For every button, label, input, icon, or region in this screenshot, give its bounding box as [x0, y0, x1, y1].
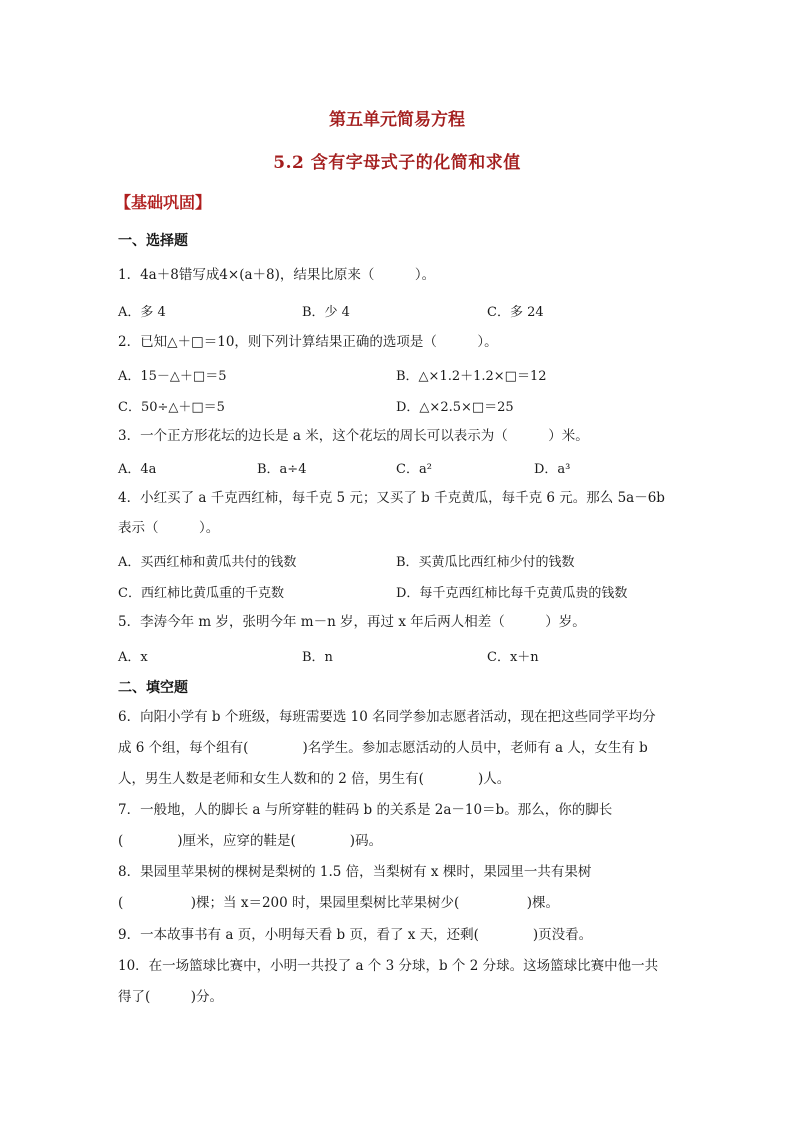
question-6-line-2: 成 6 个组，每个组有( )名学生。参加志愿活动的人员中，老师有 a 人，女生有 b [118, 740, 648, 756]
question-8-line-1: 8．果园里苹果树的棵树是梨树的 1.5 倍，当梨树有 x 棵时，果园里一共有果树 [118, 864, 592, 880]
q4-option-d: D．每千克西红柿比每千克黄瓜贵的钱数 [396, 586, 628, 601]
q5-option-b: B．n [302, 650, 333, 665]
q3-option-a: A．4a [118, 462, 157, 477]
question-9: 9．一本故事书有 a 页，小明每天看 b 页，看了 x 天，还剩( )页没看。 [118, 927, 593, 943]
question-7-line-2: ( )厘米，应穿的鞋是( )码。 [118, 833, 383, 849]
question-2-stem: 2．已知△＋□＝10，则下列计算结果正确的选项是（ ）。 [118, 334, 498, 350]
q4-option-a: A．买西红柿和黄瓜共付的钱数 [118, 555, 297, 570]
question-6-line-1: 6．向阳小学有 b 个班级，每班需要选 10 名同学参加志愿者活动，现在把这些同学平均分 [118, 709, 656, 725]
q2-option-d: D．△×2.5×□＝25 [396, 400, 514, 415]
q3-option-d: D．a³ [534, 462, 571, 477]
q1-option-a: A．多 4 [118, 305, 166, 320]
question-10-line-2: 得了( )分。 [118, 989, 224, 1005]
part1-heading: 一、选择题 [118, 233, 188, 249]
section-tag: 【基础巩固】 [115, 193, 212, 212]
question-8-line-2: ( )棵；当 x＝200 时，果园里梨树比苹果树少( )棵。 [118, 895, 560, 911]
q5-option-a: A．x [118, 650, 148, 665]
question-5-stem: 5．李涛今年 m 岁，张明今年 m－n 岁，再过 x 年后两人相差（ ）岁。 [118, 614, 586, 630]
q5-option-c: C．x＋n [487, 650, 539, 665]
q3-option-c: C．a² [396, 462, 432, 477]
q2-option-a: A．15－△＋□＝5 [118, 369, 227, 384]
question-6-line-3: 人，男生人数是老师和女生人数和的 2 倍，男生有( )人。 [118, 771, 511, 787]
q2-option-b: B．△×1.2＋1.2×□＝12 [396, 369, 547, 384]
question-4-stem-line-1: 4．小红买了 a 千克西红柿，每千克 5 元；又买了 b 千克黄瓜，每千克 6 元。那么 5a－6b [118, 490, 665, 506]
unit-title: 第五单元简易方程 [329, 110, 465, 130]
q3-option-b: B．a÷4 [257, 462, 307, 477]
question-7-line-1: 7．一般地，人的脚长 a 与所穿鞋的鞋码 b 的关系是 2a－10＝b。那么，你的脚长 [118, 802, 613, 818]
q1-option-c: C．多 24 [487, 305, 544, 320]
q4-option-c: C．西红柿比黄瓜重的千克数 [118, 586, 284, 601]
part2-heading: 二、填空题 [118, 680, 188, 696]
q2-option-c: C．50÷△＋□＝5 [118, 400, 225, 415]
lesson-title: 5.2 含有字母式子的化简和求值 [273, 153, 521, 173]
question-10-line-1: 10．在一场篮球比赛中，小明一共投了 a 个 3 分球，b 个 2 分球。这场篮球比赛中他一共 [118, 958, 659, 974]
q4-option-b: B．买黄瓜比西红柿少付的钱数 [396, 555, 575, 570]
q1-option-b: B．少 4 [302, 305, 350, 320]
question-4-stem-line-2: 表示（ ）。 [118, 520, 220, 536]
question-3-stem: 3．一个正方形花坛的边长是 a 米，这个花坛的周长可以表示为（ ）米。 [118, 428, 589, 444]
question-1-stem: 1．4a＋8错写成4×(a＋8)，结果比原来（ ）。 [118, 267, 436, 283]
